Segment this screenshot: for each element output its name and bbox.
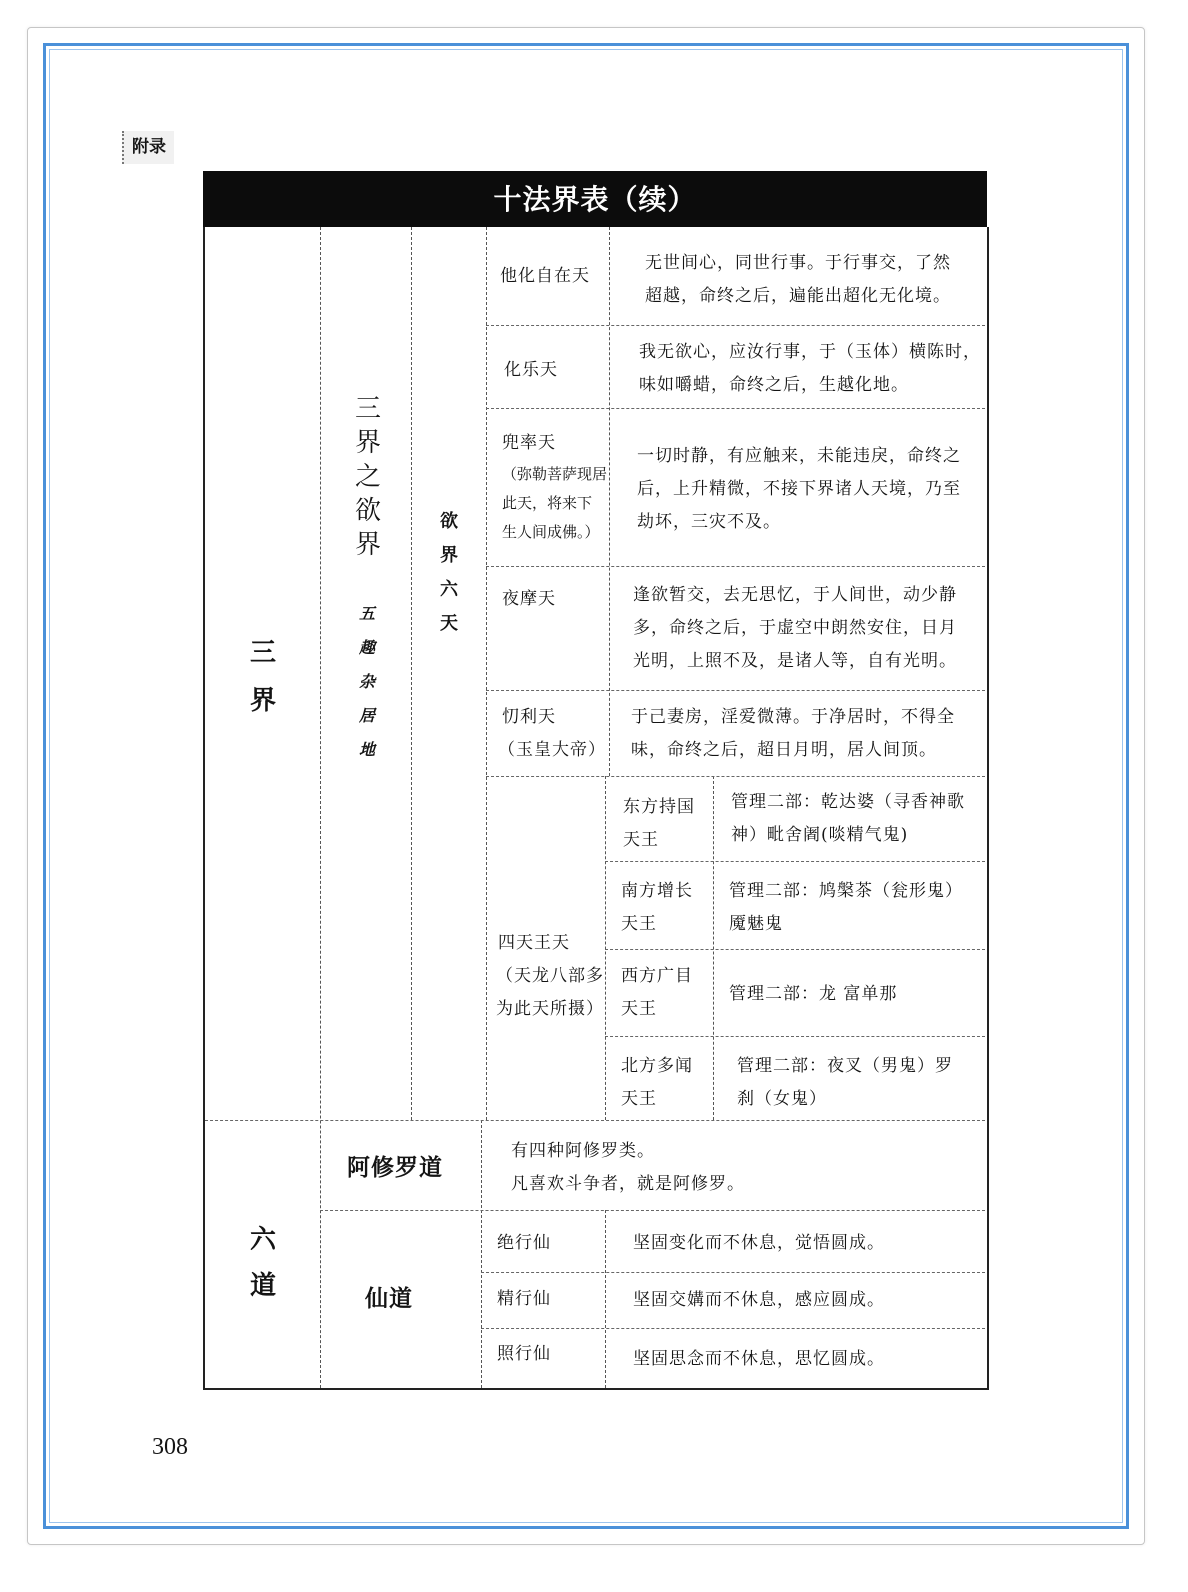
section-tag: 附录 [122, 131, 174, 164]
immortal-desc: 坚固交媾而不休息，感应圆成。 [633, 1290, 885, 1310]
heaven-desc: 味如嚼蜡，命终之后，生越化地。 [639, 375, 909, 395]
rule-v [486, 227, 487, 1120]
king-desc: 管理二部：乾达婆（寻香神歌 [731, 792, 965, 812]
rule-h [486, 690, 985, 691]
asura-name: 阿修罗道 [347, 1154, 443, 1181]
king-name: 东方持国 [623, 797, 695, 817]
rule-h [486, 566, 985, 567]
heaven-desc: 光明，上照不及，是诸人等，自有光明。 [633, 651, 957, 671]
page-number: 308 [152, 1434, 188, 1460]
rule-v [605, 776, 606, 1120]
heaven-note: （天龙八部多 [496, 966, 604, 986]
king-desc: 管理二部：鸠槃茶（瓮形鬼） [729, 881, 963, 901]
heaven-name: 他化自在天 [500, 266, 590, 286]
table-title: 十法界表（续） [203, 171, 987, 227]
rule-h [320, 1210, 985, 1211]
immortal-name: 绝行仙 [497, 1233, 551, 1253]
liutian-label: 欲界六天 [439, 511, 458, 634]
heaven-desc: 我无欲心，应汝行事，于（玉体）横陈时， [639, 342, 981, 362]
rule-v [320, 227, 321, 1388]
rule-h [205, 1120, 985, 1121]
heaven-name: 化乐天 [504, 360, 558, 380]
king-desc: 神）毗舍阇(啖精气鬼) [731, 825, 909, 845]
sanjie-label: 三界 [249, 638, 276, 716]
heaven-desc: 劫坏，三灾不及。 [637, 512, 781, 532]
xiandao-name: 仙道 [365, 1285, 413, 1312]
rule-h [605, 949, 985, 950]
heaven-desc: 超越，命终之后，遍能出超化无化境。 [645, 286, 951, 306]
yujie-sub-label: 五趣杂居地 [358, 604, 375, 759]
heaven-name: 兜率天 [502, 433, 556, 453]
heaven-note: 此天，将来下 [502, 494, 593, 512]
heaven-note: （玉皇大帝） [498, 740, 606, 760]
king-desc: 刹（女鬼） [737, 1089, 827, 1109]
heaven-name: 忉利天 [502, 707, 556, 727]
rule-h [486, 325, 985, 326]
heaven-note: （弥勒菩萨现居 [502, 465, 608, 483]
rule-h [486, 408, 985, 409]
rule-v [609, 227, 610, 776]
rule-h [486, 776, 985, 777]
heaven-desc: 于己妻房，淫爱微薄。于净居时，不得全 [631, 707, 955, 727]
heaven-desc: 逢欲暂交，去无思忆，于人间世，动少静 [633, 585, 957, 605]
rule-v [481, 1120, 482, 1388]
king-name: 天王 [621, 1089, 657, 1109]
rule-h [481, 1272, 985, 1273]
king-desc: 魇魅鬼 [729, 914, 783, 934]
heaven-name: 夜摩天 [502, 589, 556, 609]
heaven-desc: 无世间心，同世行事。于行事交，了然 [645, 253, 951, 273]
asura-desc: 凡喜欢斗争者，就是阿修罗。 [511, 1174, 745, 1194]
rule-v [411, 227, 412, 1120]
immortal-name: 照行仙 [497, 1344, 551, 1364]
king-name: 天王 [621, 914, 657, 934]
heaven-desc: 多，命终之后，于虚空中朗然安住，日月 [633, 618, 957, 638]
immortal-desc: 坚固变化而不休息，觉悟圆成。 [633, 1233, 885, 1253]
rule-v [713, 776, 714, 1120]
king-name: 天王 [621, 999, 657, 1019]
liudao-label: 六道 [249, 1225, 276, 1301]
king-name: 南方增长 [621, 881, 693, 901]
heaven-desc: 味，命终之后，超日月明，居人间顶。 [631, 740, 937, 760]
rule-h [605, 1036, 985, 1037]
rule-v [605, 1210, 606, 1388]
immortal-name: 精行仙 [497, 1289, 551, 1309]
king-name: 北方多闻 [621, 1056, 693, 1076]
yujie-main-label: 三界之欲界 [354, 394, 381, 560]
king-name: 西方广目 [621, 966, 693, 986]
king-desc: 管理二部：龙 富单那 [729, 984, 898, 1004]
rule-h [605, 861, 985, 862]
rule-h [481, 1328, 985, 1329]
heaven-desc: 一切时静，有应触来，未能违戾，命终之 [637, 446, 961, 466]
heaven-name: 四天王天 [498, 933, 570, 953]
king-name: 天王 [623, 830, 659, 850]
heaven-desc: 后，上升精微，不接下界诸人天境，乃至 [637, 479, 961, 499]
heaven-note: 为此天所摄） [496, 999, 604, 1019]
ten-dharma-realms-table [203, 227, 989, 1390]
king-desc: 管理二部：夜叉（男鬼）罗 [737, 1056, 953, 1076]
heaven-note: 生人间成佛。） [502, 523, 600, 541]
immortal-desc: 坚固思念而不休息，思忆圆成。 [633, 1349, 885, 1369]
asura-desc: 有四种阿修罗类。 [511, 1141, 655, 1161]
